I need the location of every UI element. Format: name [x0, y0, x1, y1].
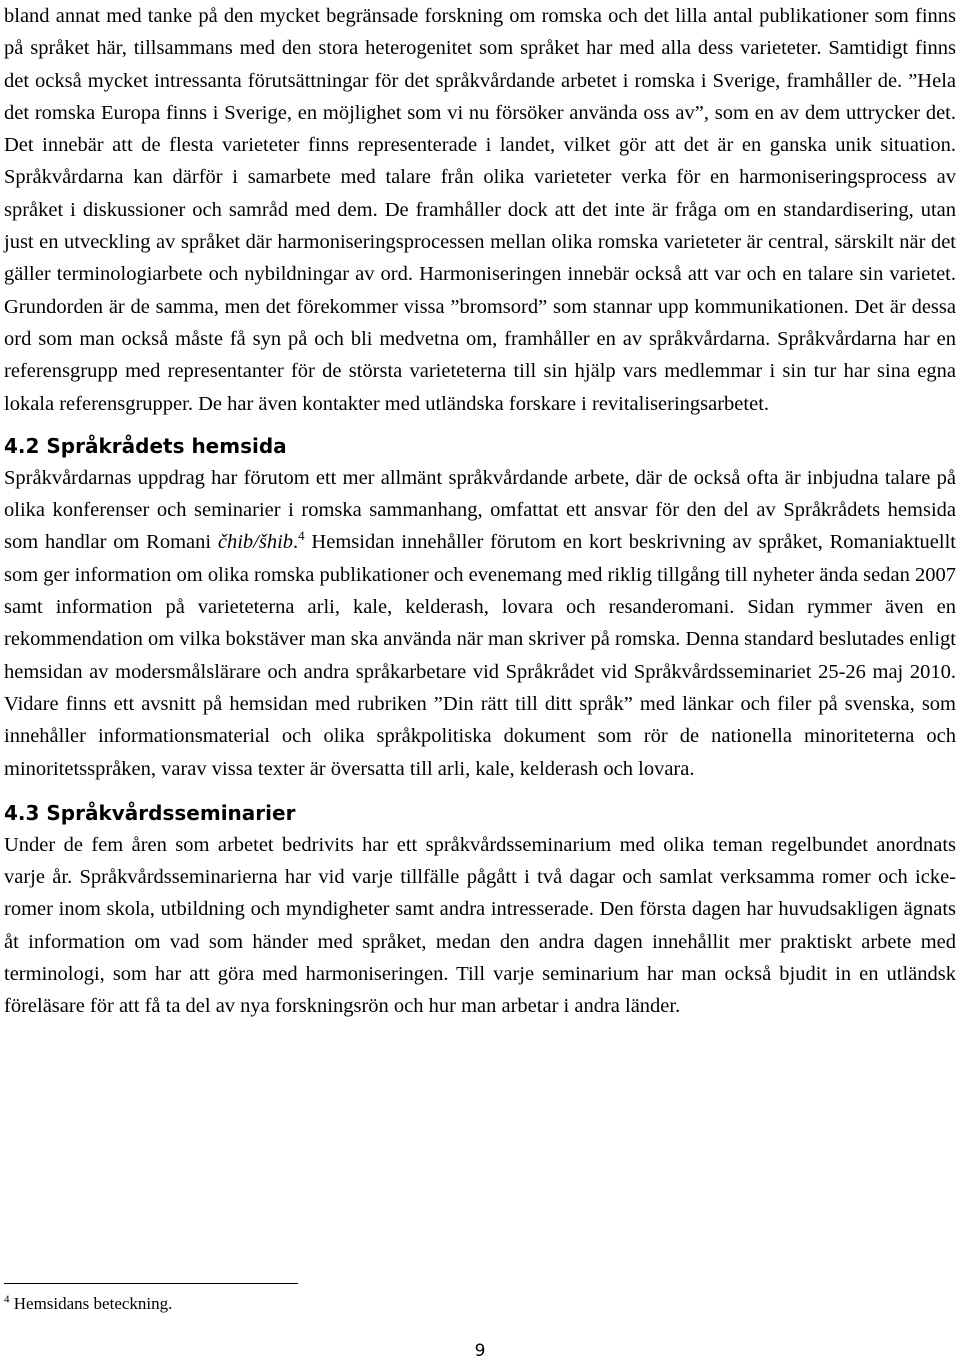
footnote [4, 1293, 172, 1315]
paragraph-intro: bland annat med tanke på den mycket begränsade forskning om romska och det lilla antal publikationer som finns på språket här, tillsammans med den stora heterogenitet som språket har med alla dess varieteter. Samtidigt finns det också mycket intressanta förutsättningar för det språkvårdande arbetet i romska i Sverige, framhåller de. ”Hela det romska Europa finns i Sverige, en möjlighet som vi nu försöker använda oss av”, som en av dem uttrycker det. Det innebär att de flesta varieteter finns representerade i landet, vilket gör att det är en ganska unik situation. Språkvårdarna kan därför i samarbete med talare från olika varieteter verka för en harmoniseringsprocess av språket i diskussioner och samråd med dem. De framhåller dock att det inte är fråga om en standardisering, utan just en utveckling av språket där harmoniseringsprocessen mellan olika romska varieteter är central, särskilt när det gäller terminologiarbete och nybildningar av ord. Harmoniseringen innebär också att var och en talare sin varietet. Grundorden är de samma, men det förekommer vissa ”bromsord” som stannar upp kommunikationen. Det är dessa ord som man också måste få syn på och bli medvetna om, framhåller en av språkvårdarna. Språkvårdarna har en referensgrupp med representanter för de största varieteterna till sin hjälp vars medlemmar i sin tur har sina egna lokala referensgrupper. De har även kontakter med utländska forskare i revitaliseringsarbetet. [4, 5, 956, 415]
footnote-number: 4 [4, 1293, 10, 1306]
footnote-text: Hemsidans beteckning. [9, 1294, 173, 1313]
footnote-reference[interactable]: 4 [298, 528, 305, 544]
section-heading-4-2: 4.2 Språkrådets hemsida [4, 433, 287, 458]
footnote-separator [4, 1283, 298, 1284]
document-page [4, 0, 956, 1023]
paragraph-hemsida-text-b: Hemsidan innehåller förutom en kort beskrivning av språket, Romaniaktuellt som ger information om olika romska publikationer och evenemang med riklig tillgång till nyheter ända sedan 2007 samt information på varieteterna arli, kale, kelderash, lovara och resanderomani. Sidan rymmer även en rekommendation om vilka bokstäver man ska använda när man skriver på romska. Denna standard beslutades enligt hemsidan av modersmålslärare och andra språkarbetare vid Språkrådet vid Språkvårdsseminariet 25-26 maj 2010. Vidare finns ett avsnitt på hemsidan med rubriken ”Din rätt till ditt språk” med länkar och filer på svenska, som innehåller informationsmaterial och olika språkpolitiska dokument som rör de nationella minoriteterna och minoritetsspråken, varav vissa texter är översatta till arli, kale, kelderash och lovara. [4, 531, 956, 780]
paragraph-hemsida [4, 462, 956, 785]
romani-language-name: čhib/šhib [217, 531, 294, 554]
paragraph-seminarier: Under de fem åren som arbetet bedrivits har ett språkvårdsseminarium med olika teman regelbundet anordnats varje år. Språkvårdsseminarierna har vid varje tillfälle pågått i två dagar och samlat verksamma romer och icke-romer inom skola, utbildning och myndigheter samt andra intresserade. Den första dagen har huvudsakligen ägnats åt information om vad som händer med språket, medan den andra dagen innehållit mer praktiskt arbete med terminologi, som har att göra med harmoniseringen. Till varje seminarium har man också bjudit in en utländsk föreläsare för att få ta del av nya forskningsrön och hur man arbetar i andra länder. [4, 833, 956, 1018]
paragraph-hemsida-text-a: Språkvårdarnas uppdrag har förutom ett mer allmänt språkvårdande arbete, där de också ofta är inbjudna talare på olika konferenser och seminarier i romska sammanhang, omfattat ett ansvar för den del av Språkrådets hemsida som handlar om Romani [4, 466, 956, 554]
section-heading-4-3: 4.3 Språkvårdsseminarier [4, 800, 296, 825]
paragraph-hemsida-period: . [293, 531, 299, 554]
page-number: 9 [474, 1341, 486, 1361]
